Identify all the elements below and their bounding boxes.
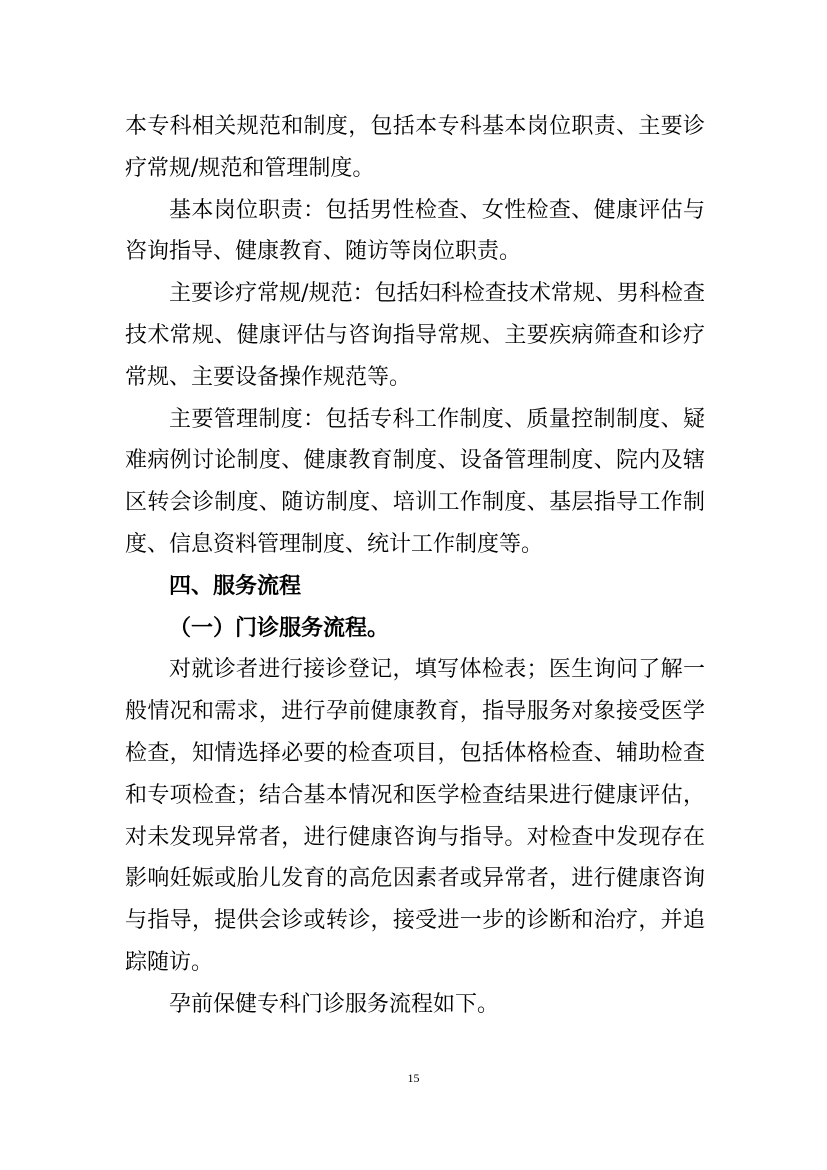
page-number: 15 — [407, 1071, 420, 1085]
paragraph-clinical-norms: 主要诊疗常规/规范：包括妇科检查技术常规、男科检查技术常规、健康评估与咨询指导常规、主要疾病筛查和诊疗常规、主要设备操作规范等。 — [125, 281, 705, 390]
paragraph-standards: 本专科相关规范和制度，包括本专科基本岗位职责、主要诊疗常规/规范和管理制度。 — [125, 114, 705, 181]
paragraph-management-rules: 主要管理制度：包括专科工作制度、质量控制制度、疑难病例讨论制度、健康教育制度、设备管理制度、院内及辖区转会诊制度、随访制度、培训工作制度、基层指导工作制度、信息资料管理制度、统计工作制度等。 — [125, 406, 705, 557]
paragraph-job-duties: 基本岗位职责：包括男性检查、女性检查、健康评估与咨询指导、健康教育、随访等岗位职责。 — [125, 197, 705, 265]
section-heading-service-process: 四、服务流程 — [169, 573, 302, 599]
paragraph-flow-intro: 孕前保健专科门诊服务流程如下。 — [169, 991, 500, 1017]
paragraph-outpatient-process: 对就诊者进行接诊登记，填写体检表；医生询问了解一般情况和需求，进行孕前健康教育，指导服务对象接受医学检查，知情选择必要的检查项目，包括体格检查、辅助检查和专项检查；结合基本情况和医学检查结果进行健康评估，对未发现异常者，进行健康咨询与指导。对检查中发现存在影响妊娠或胎儿发育的高危因素者或异常者，进行健康咨询与指导，提供会诊或转诊，接受进一步的诊断和治疗，并追踪随访。 — [125, 657, 705, 975]
subsection-heading-outpatient: （一）门诊服务流程。 — [169, 615, 390, 641]
body-text — [125, 106, 705, 1026]
